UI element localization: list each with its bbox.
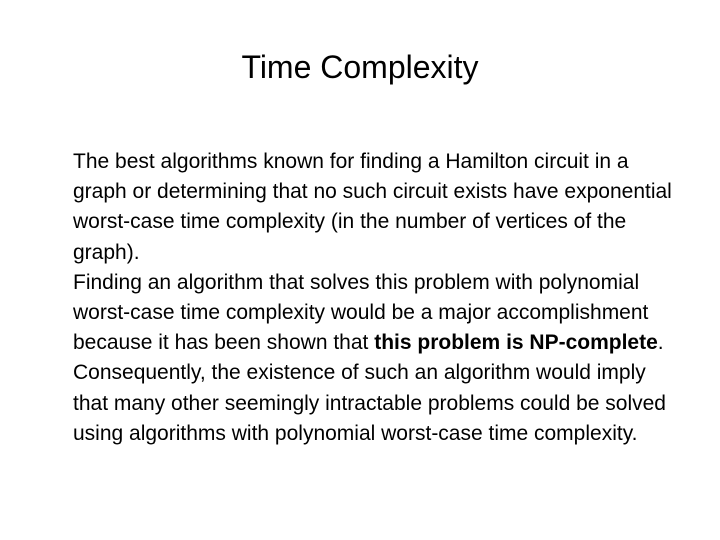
- body-paragraph-2: [73, 268, 673, 449]
- slide-title: Time Complexity: [241, 49, 479, 85]
- np-complete-emphasis: this problem is NP-complete: [374, 331, 658, 355]
- paragraph-2-text-end: . Consequently, the existence of such an algorithm would imply that many other seemingly intractable problems could be solved using algorithms with polynomial worst-case time complexity.: [73, 331, 666, 445]
- paragraph-2-text-start: Finding an algorithm that solves this problem with polynomial worst-case time complexity would be a major accomplishment because it has been shown that: [73, 270, 649, 355]
- slide-body: [73, 147, 673, 449]
- body-paragraph-1: The best algorithms known for finding a Hamilton circuit in a graph or determining that no such circuit exists have exponential worst-case time complexity (in the number of vertices of the graph).: [73, 150, 672, 264]
